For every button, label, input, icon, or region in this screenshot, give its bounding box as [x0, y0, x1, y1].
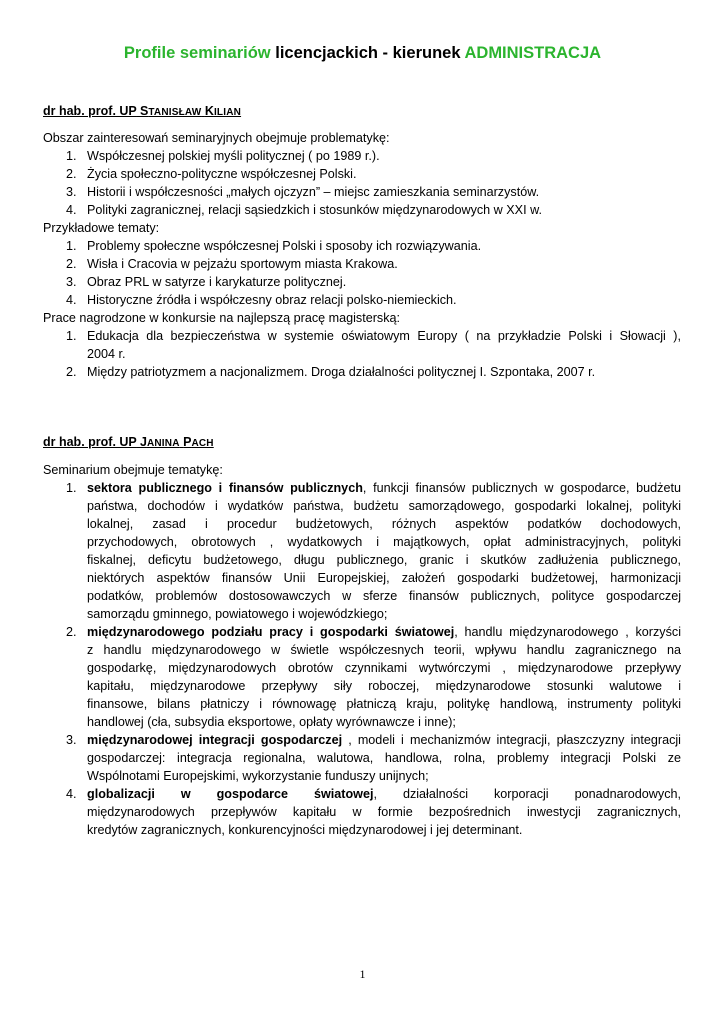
topic-line: Wspólnotami Europejskimi, wykorzystanie funduszy unijnych; [87, 769, 429, 783]
award-item-line: Edukacja dla bezpieczeństwa w systemie oświatowym Europy ( na przykładzie Polski i Słowacji ), [87, 329, 681, 343]
topic-line: lokalnej, zasad i procedur budżetowych, różnych aspektów podatków dochodowych, [87, 517, 681, 531]
topic-line: z handlu międzynarodowego w świetle współczesnych teorii, wpływu handlu zagranicznego na [87, 643, 681, 657]
topic-bold-title: międzynarodowego podziału pracy i gospodarki światowej [87, 625, 455, 639]
document-page: Profile seminariów licencjackich - kierunek ADMINISTRACJA dr hab. prof. UP STANISŁAW KILIAN Obszar zainteresowań seminaryjnych obejmuje problematykę: 1. Współczesnej polskiej myśli politycznej ( po 1989 r.). 2. Życia społeczno-polityczne współczesnej Polski. 3. Historii i współczesności „małych ojczyzn” – miejsc zamieszkania seminarzystów. 4. Polityki zagranicznej, relacji sąsiedzkich i stosunków międzynarodowych w XXI w. Przykładowe tematy: 1. Problemy społeczne współczesnej Polski i sposoby ich rozwiązywania. 2. Wisła i Cracovia w pejzażu sportowym miasta Krakowa. 3. Obraz PRL w satyrze i karykaturze politycznej. 4. Historyczne źródła i współczesny obraz relacji polsko-niemieckich. Prace nagrodzone w konkursie na najlepszą pracę magisterską: 1. Edukacja dla bezpieczeństwa w systemie oświatowym Europy ( na przykładzie Polski i Słowacji ), 2004 r. 2. Między patriotyzmem a nacjonalizmem. Droga działalności politycznej I. Szpontaka, 2007 r. dr hab. prof. UP JANINA PACH Seminarium obejmuje tematykę: 1. sektora publicznego i finansów publicznych, funkcji finansów publicznych w gospodarce, budżetu państwa, dochodów i wydatków państwa, budżetu samorządowego, gospodarki lokalnej, polityki lokalnej, zasad i procedur budżetowych, różnych aspektów podatków dochodowych, przychodowych, obrotowych , wydatkowych i majątkowych, opłat administracyjnych, polityki fiskalnej, deficytu budżetowego, długu publicznego, granic i skutków zadłużenia publicznego, niektórych aspektów finansów Unii Europejskiej, założeń gospodarki budżetowej, harmonizacji podatków, problemów dostosowawczych w sferze finansów publicznych, polityce gospodarczej samorządu gminnego, powiatowego i wojewódzkiego; 2. międzynarodowego podziału pracy i gospodarki światowej, handlu międzynarodowego , korzyści z handlu międzynarodowego w świetle współczesnych teorii, wpływu handlu zagranicznego na gospodarkę, międzynarodowych obrotów czynnikami wytwórczymi , międzynarodowe przepływy kapitału, międzynarodowe przepływy siły roboczej, międzynarodowe stosunki walutowe i finansowe, bilans płatniczy i równowagę płatniczą kraju, politykę handlową, instrumenty polityki handlowej (cła, subsydia eksportowe, opłaty wyrównawcze i inne); 3. międzynarodowej integracji gospodarczej , modeli i mechanizmów integracji, płaszczyzny integracji gospodarczej: integracja regionalna, walutowa, handlowa, rolna, problemy integracji Polski ze Wspólnotami Europejskimi, wykorzystanie funduszy unijnych; 4. globalizacji w gospodarce światowej, działalności korporacji ponadnarodowych, międzynarodowych przepływów kapitału w formie bezpośrednich inwestycji zagranicznych, kredytów zagranicznych, konkurencyjności międzynarodowej i jej determinant. 1 [0, 0, 725, 1024]
topic-bold-title: globalizacji w gospodarce światowej [87, 787, 374, 801]
topic-line: państwa, dochodów i wydatków państwa, budżetu samorządowego, gospodarki lokalnej, polityki [87, 499, 681, 513]
topic-line: przychodowych, obrotowych , wydatkowych i majątkowych, opłat administracyjnych, polityki [87, 535, 681, 549]
awards-label: Prace nagrodzone w konkursie na najlepszą pracę magisterską: [43, 311, 401, 325]
list-item: Współczesnej polskiej myśli politycznej ( po 1989 r.). [87, 149, 380, 163]
topic-line: gospodarkę, międzynarodowych obrotów czynnikami wytwórczymi , międzynarodowe przepływy [87, 661, 681, 675]
section-1-intro: Obszar zainteresowań seminaryjnych obejmuje problematykę: [43, 131, 390, 145]
section-1-heading: dr hab. prof. UP STANISŁAW KILIAN [43, 104, 242, 118]
topic-number: 4. [66, 787, 77, 801]
topic-line: podatków, problemów dostosowawczych w sferze finansów publicznych, polityce gospodarczej [87, 589, 681, 603]
topic-line: kredytów zagranicznych, konkurencyjności międzynarodowej i jej determinant. [87, 823, 523, 837]
list-item: Obraz PRL w satyrze i karykaturze politycznej. [87, 275, 347, 289]
topic-line: międzynarodowych przepływów kapitału w formie bezpośrednich inwestycji zagranicznych, [87, 805, 681, 819]
page-number: 1 [359, 967, 366, 981]
topic-bold-title: sektora publicznego i finansów publicznych [87, 481, 363, 495]
topic-line: sektora publicznego i finansów publicznych, funkcji finansów publicznych w gospodarce, budżetu [87, 481, 681, 495]
topic-number: 3. [66, 733, 77, 747]
list-item: Wisła i Cracovia w pejzażu sportowym miasta Krakowa. [87, 257, 398, 271]
topic-line: samorządu gminnego, powiatowego i wojewódzkiego; [87, 607, 388, 621]
section-2-heading: dr hab. prof. UP JANINA PACH [43, 435, 214, 449]
topic-line: międzynarodowego podziału pracy i gospodarki światowej, handlu międzynarodowego , korzyści [87, 625, 681, 639]
list-item: Życia społeczno-polityczne współczesnej Polski. [87, 167, 357, 181]
title-part-2: licencjackich - kierunek [275, 44, 461, 62]
list-item: Historii i współczesności „małych ojczyzn” – miejsc zamieszkania seminarzystów. [87, 185, 540, 199]
topic-line: niektórych aspektów finansów Unii Europejskiej, założeń gospodarki budżetowej, harmonizacji [87, 571, 681, 585]
award-item: Między patriotyzmem a nacjonalizmem. Droga działalności politycznej I. Szpontaka, 2007 r. [87, 365, 596, 379]
list-item: Problemy społeczne współczesnej Polski i sposoby ich rozwiązywania. [87, 239, 482, 253]
list-item: Polityki zagranicznej, relacji sąsiedzkich i stosunków międzynarodowych w XXI w. [87, 203, 542, 217]
list-item: Historyczne źródła i współczesny obraz relacji polsko-niemieckich. [87, 293, 457, 307]
award-item-line: 2004 r. [87, 347, 126, 361]
topic-number: 2. [66, 625, 77, 639]
topic-line: fiskalnej, deficytu budżetowego, długu publicznego, granic i skutków zadłużenia publicznego, [87, 553, 681, 567]
topic-bold-title: międzynarodowej integracji gospodarczej [87, 733, 343, 747]
title-part-1: Profile seminariów [123, 44, 271, 62]
topic-line: handlowej (cła, subsydia eksportowe, opłaty wyrównawcze i inne); [87, 715, 456, 729]
topic-line: finansowe, bilans płatniczy i równowagę płatniczą kraju, politykę handlową, instrumenty polityki [87, 697, 681, 711]
page-title [0, 44, 725, 63]
topic-line: globalizacji w gospodarce światowej, działalności korporacji ponadnarodowych, [87, 787, 682, 801]
topic-line: kapitału, międzynarodowe przepływy siły roboczej, międzynarodowe stosunki walutowe i [87, 679, 681, 693]
title-part-3: ADMINISTRACJA [464, 44, 602, 62]
topic-line: gospodarczej: integracja regionalna, walutowa, handlowa, rolna, problemy integracji Polski ze [87, 751, 681, 765]
topic-line: międzynarodowej integracji gospodarczej , modeli i mechanizmów integracji, płaszczyzny integracji [87, 733, 681, 747]
topic-number: 1. [66, 481, 77, 495]
examples-label: Przykładowe tematy: [43, 221, 160, 235]
section-2-intro: Seminarium obejmuje tematykę: [43, 463, 223, 477]
